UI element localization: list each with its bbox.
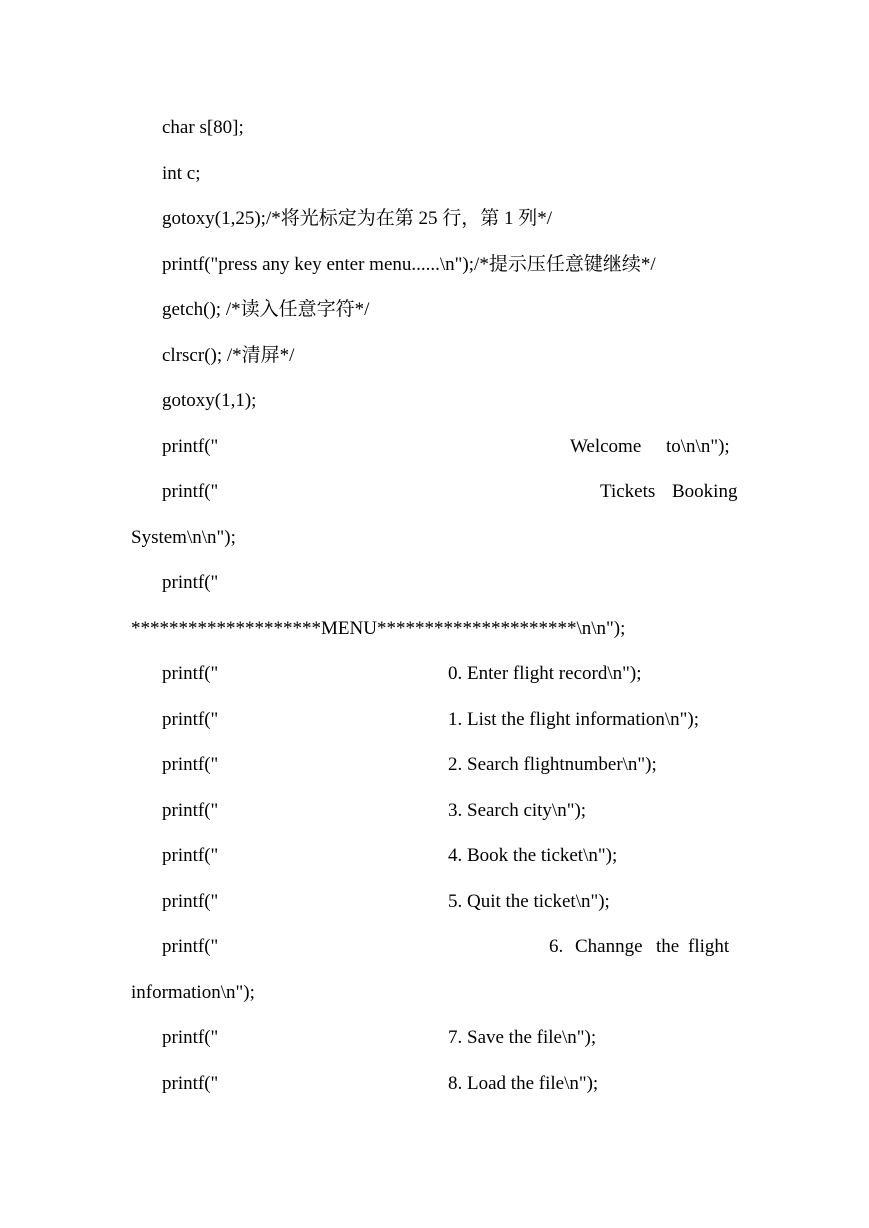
welcome-word: Welcome	[570, 436, 642, 457]
code-line-menu-8	[0, 1072, 869, 1096]
code-line-menu-3	[0, 799, 869, 823]
printf-open: printf("	[162, 800, 219, 821]
printf-open: printf("	[162, 936, 219, 957]
code-line-gotoxy-1-1: gotoxy(1,1);	[162, 390, 257, 411]
menu-item-6-word-the: the	[656, 936, 680, 957]
menu-item-4-text: 4. Book the ticket\n");	[448, 845, 618, 866]
code-line-getch: getch(); /*读入任意字符*/	[162, 299, 370, 320]
tickets-word: Tickets	[600, 481, 656, 502]
menu-item-5-text: 5. Quit the ticket\n");	[448, 891, 610, 912]
code-line-menu-6	[0, 935, 869, 959]
printf-open: printf("	[162, 663, 219, 684]
code-line-menu-1	[0, 708, 869, 732]
code-line-printf-tickets-booking	[0, 480, 869, 504]
code-line-menu-2	[0, 753, 869, 777]
menu-item-7-text: 7. Save the file\n");	[448, 1027, 597, 1048]
code-line-printf-welcome	[0, 435, 869, 459]
menu-item-6-number: 6.	[549, 936, 564, 957]
menu-item-0-text: 0. Enter flight record\n");	[448, 663, 642, 684]
printf-open: printf("	[162, 1027, 219, 1048]
menu-item-2-text: 2. Search flightnumber\n");	[448, 754, 657, 775]
code-line-menu-banner: ********************MENU*********************\n\n");	[131, 618, 626, 639]
menu-item-6-word-flight: flight	[688, 936, 730, 957]
menu-item-8-text: 8. Load the file\n");	[448, 1073, 599, 1094]
code-line-information-wrap: information\n");	[131, 982, 255, 1003]
code-line-menu-7	[0, 1026, 869, 1050]
code-line-menu-4	[0, 844, 869, 868]
menu-item-3-text: 3. Search city\n");	[448, 800, 587, 821]
code-line-printf-menu-open: printf("	[162, 572, 219, 593]
code-line-int-c: int c;	[162, 163, 201, 184]
code-line-menu-5	[0, 890, 869, 914]
code-line-printf-press-any-key: printf("press any key enter menu......\n");/*提示压任意键继续*/	[162, 254, 656, 275]
code-line-menu-0	[0, 662, 869, 686]
printf-open: printf("	[162, 1073, 219, 1094]
menu-item-1-text: 1. List the flight information\n");	[448, 709, 700, 730]
printf-open: printf("	[162, 891, 219, 912]
printf-open: printf("	[162, 709, 219, 730]
code-line-gotoxy-1-25: gotoxy(1,25);/*将光标定为在第 25 行，第 1 列*/	[162, 208, 553, 229]
booking-word: Booking	[672, 481, 738, 502]
printf-open: printf("	[162, 481, 219, 502]
to-word: to\n\n");	[666, 436, 730, 457]
printf-open: printf("	[162, 754, 219, 775]
menu-item-6-word-channge: Channge	[575, 936, 643, 957]
code-line-char-s: char s[80];	[162, 117, 244, 138]
printf-open: printf("	[162, 845, 219, 866]
printf-open: printf("	[162, 436, 219, 457]
code-line-clrscr: clrscr(); /*清屏*/	[162, 345, 295, 366]
code-line-system-wrap: System\n\n");	[131, 527, 236, 548]
